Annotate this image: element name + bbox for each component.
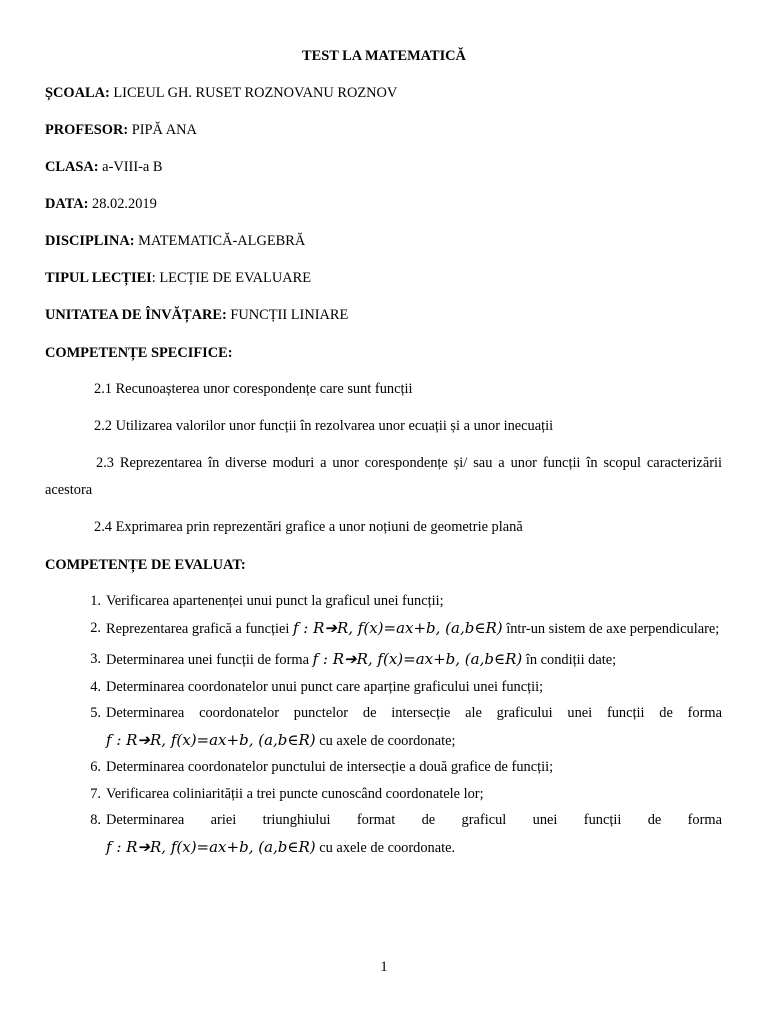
document-title: TEST LA MATEMATICĂ [302,48,466,64]
field-value: PIPĂ ANA [128,122,197,138]
field-learning-unit [45,306,348,324]
field-label: DISCIPLINA: [45,233,135,249]
field-discipline [45,232,305,250]
list-item [45,807,722,861]
list-item [45,754,722,781]
field-label: UNITATEA DE ÎNVĂȚARE: [45,307,227,323]
item-number: 2. [90,619,101,636]
field-class [45,158,163,176]
item-text: Determinarea ariei triunghiului format de graficul unei funcții de forma [106,812,722,828]
formula: f : R➔R, f(x)=ax+b, (a,b∈R) [312,650,523,668]
list-item [45,700,722,754]
item-text: Verificarea coliniarității a trei puncte cunoscând coordonatele lor; [106,785,484,802]
item-text: Determinarea coordonatelor punctului de intersecție a două grafice de funcții; [106,759,554,775]
item-text: în condiții date; [522,652,617,668]
field-teacher [45,121,197,139]
item-number: 1. [90,593,101,609]
competence-item: 2.4 Exprimarea prin reprezentări grafice a unor noțiuni de geometrie plană [94,519,523,535]
item-number: 8. [90,812,101,828]
item-text: Verificarea apartenenței unui punct la graficul unei funcții; [106,593,444,609]
item-text: Reprezentarea grafică a funcției [106,620,293,637]
field-label: TIPUL LECȚIEI [45,270,152,286]
item-number: 3. [90,651,101,667]
competence-item: 2.1 Recunoașterea unor corespondențe care sunt funcții [94,381,413,397]
list-item [45,781,722,808]
field-value: 28.02.2019 [88,196,157,212]
field-lesson-type [45,269,311,287]
field-label: CLASA: [45,159,99,175]
field-label: ȘCOALA: [45,85,110,101]
field-value: MATEMATICĂ-ALGEBRĂ [134,233,306,249]
field-school [45,84,397,102]
item-number: 5. [90,705,101,721]
formula: f : R➔R, f(x)=ax+b, (a,b∈R) [106,730,316,749]
specific-competences-heading: COMPETENȚE SPECIFICE: [45,345,233,361]
competence-item [45,450,722,504]
evaluated-competences-list [45,588,722,861]
field-date [45,195,157,213]
item-number: 6. [90,759,101,775]
formula: f : R➔R, f(x)=ax+b, (a,b∈R) [106,837,316,856]
competence-text: 2.3 Reprezentarea în diverse moduri a unor corespondențe și/ sau a unor funcții în scopul caracterizării acestora [45,455,722,498]
competence-item: 2.2 Utilizarea valorilor unor funcții în rezolvarea unor ecuații și a unor inecuații [94,418,554,434]
item-number: 7. [90,785,101,802]
field-value: : LECȚIE DE EVALUARE [151,270,311,286]
item-text: cu axele de coordonate; [315,732,456,749]
field-value: FUNCȚII LINIARE [226,307,349,323]
list-item [45,646,722,674]
item-text: într-un sistem de axe perpendiculare; [502,620,720,637]
field-label: DATA: [45,196,89,212]
field-value: LICEUL GH. RUSET ROZNOVANU ROZNOV [109,85,398,101]
item-number: 4. [90,678,101,695]
field-value: a-VIII-a B [98,159,163,175]
item-text: Determinarea unei funcții de forma [106,652,313,668]
list-item [45,615,722,643]
page-number: 1 [380,959,388,975]
list-item [45,588,722,615]
evaluated-competences-heading: COMPETENȚE DE EVALUAT: [45,557,246,573]
field-label: PROFESOR: [45,122,129,138]
item-text: Determinarea coordonatelor unui punct care aparține graficului unei funcții; [106,678,544,695]
formula: f : R➔R, f(x)=ax+b, (a,b∈R) [292,618,503,637]
list-item [45,674,722,701]
item-text: cu axele de coordonate. [315,839,456,856]
item-text: Determinarea coordonatelor punctelor de intersecție ale graficului unei funcții de forma [106,705,722,721]
